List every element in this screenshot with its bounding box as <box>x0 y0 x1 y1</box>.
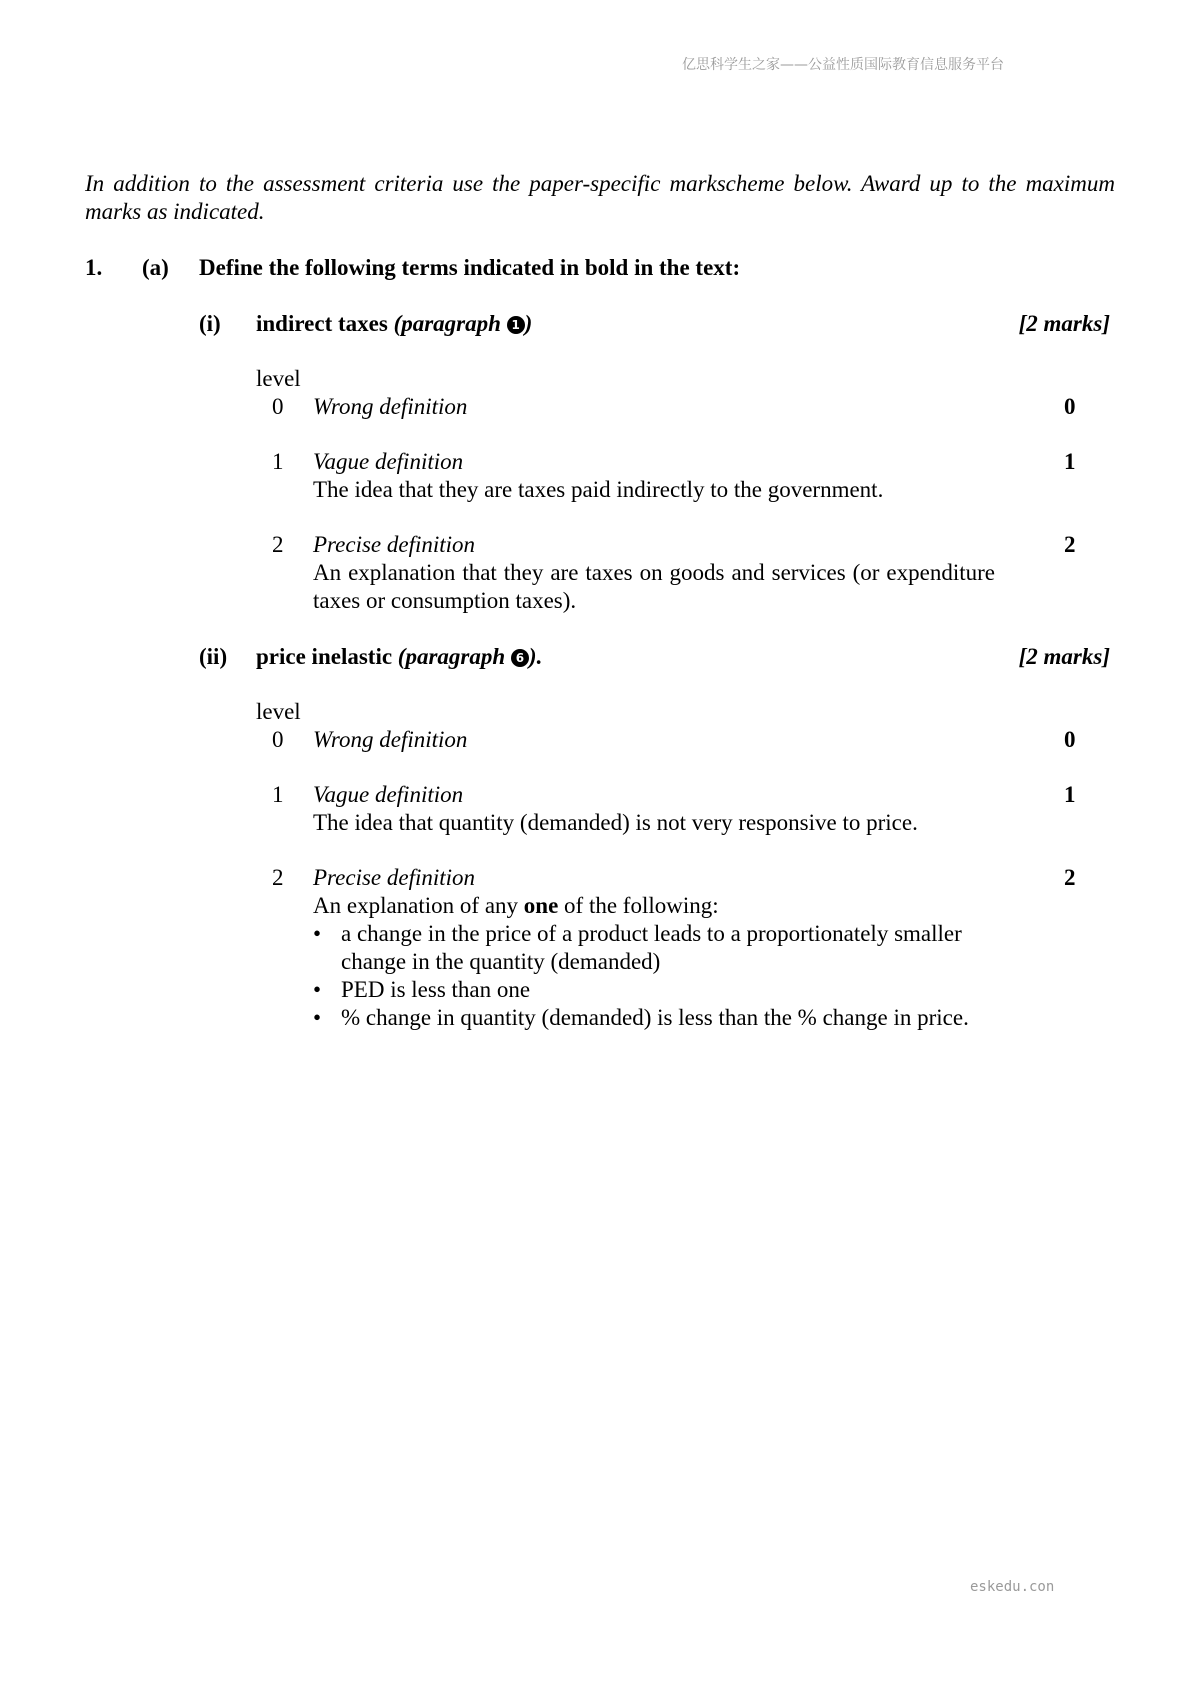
item-ii-level-2-score: 2 <box>1064 865 1076 890</box>
item-i-roman: (i) <box>199 311 221 336</box>
item-i-level-2-score: 2 <box>1064 532 1076 557</box>
item-ii-level-1-score: 1 <box>1064 782 1076 807</box>
item-ii-term: price inelastic <box>256 644 393 669</box>
item-i-level-1-description: The idea that they are taxes paid indirectly to the government. <box>313 477 884 502</box>
item-i-level-0-number: 0 <box>272 394 284 419</box>
bullet-text: a change in the price of a product leads to a proportionately smaller change in the quantity (demanded) <box>341 921 962 974</box>
item-ii-level-2-desc-pre: An explanation of any <box>313 893 519 918</box>
list-item <box>313 1004 1013 1032</box>
item-ii-paragraph-close: ). <box>528 644 543 669</box>
intro-text: In addition to the assessment criteria use the paper-specific markscheme below. Award up to the maximum marks as indicated. <box>85 171 1115 224</box>
item-i-paragraph-close: ) <box>524 311 533 336</box>
bullet-list <box>313 920 1013 1032</box>
item-ii-level-2-title: Precise definition <box>313 865 476 890</box>
item-ii-marks: [2 marks] <box>1018 644 1110 669</box>
item-i-level-label: level <box>256 366 301 391</box>
item-i-level-2-number: 2 <box>272 532 284 557</box>
item-ii-paragraph-label: (paragraph <box>397 644 506 669</box>
item-ii-level-1-title: Vague definition <box>313 782 464 807</box>
item-ii-level-label: level <box>256 699 301 724</box>
item-ii-roman: (ii) <box>199 644 228 669</box>
question-number: 1. <box>85 255 103 280</box>
item-ii-level-2-desc-post: of the following: <box>564 893 719 918</box>
bullet-text: PED is less than one <box>341 977 531 1002</box>
item-ii-heading <box>256 643 542 671</box>
item-i-marks: [2 marks] <box>1018 311 1110 336</box>
bullet-icon: • <box>313 977 322 1002</box>
bullet-text: % change in quantity (demanded) is less than the % change in price. <box>341 1005 969 1030</box>
item-i-heading <box>256 310 532 338</box>
item-i-level-1-number: 1 <box>272 449 284 474</box>
item-i-level-2-title: Precise definition <box>313 532 476 557</box>
item-ii-level-0-score: 0 <box>1064 727 1076 752</box>
item-i-level-1-score: 1 <box>1064 449 1076 474</box>
bullet-icon: • <box>313 1005 322 1030</box>
question-instruction: Define the following terms indicated in bold in the text: <box>199 255 741 280</box>
list-item <box>313 976 1013 1004</box>
item-i-term: indirect taxes <box>256 311 388 336</box>
footer-watermark: eskedu.con <box>970 1579 1055 1595</box>
item-ii-level-2-desc-bold: one <box>523 893 559 918</box>
item-ii-level-2-number: 2 <box>272 865 284 890</box>
item-i-level-0-score: 0 <box>1064 394 1076 419</box>
header-watermark: 亿思科学生之家——公益性质国际教育信息服务平台 <box>682 57 1004 73</box>
item-ii-level-1-number: 1 <box>272 782 284 807</box>
question-part: (a) <box>142 255 169 280</box>
item-ii-level-2-description <box>313 892 719 920</box>
item-i-paragraph-label: (paragraph <box>393 311 501 336</box>
item-i-level-1-title: Vague definition <box>313 449 464 474</box>
bullet-icon: • <box>313 921 322 946</box>
item-i-level-0-title: Wrong definition <box>313 394 468 419</box>
list-item <box>313 920 1013 976</box>
item-ii-level-0-number: 0 <box>272 727 284 752</box>
paragraph-number-icon: 1 <box>507 316 525 334</box>
item-ii-level-0-title: Wrong definition <box>313 727 468 752</box>
item-i-level-2-description: An explanation that they are taxes on goods and services (or expenditure taxes or consumption taxes). <box>313 560 995 613</box>
item-ii-level-1-description: The idea that quantity (demanded) is not very responsive to price. <box>313 810 918 835</box>
paragraph-number-icon: 6 <box>511 649 529 667</box>
